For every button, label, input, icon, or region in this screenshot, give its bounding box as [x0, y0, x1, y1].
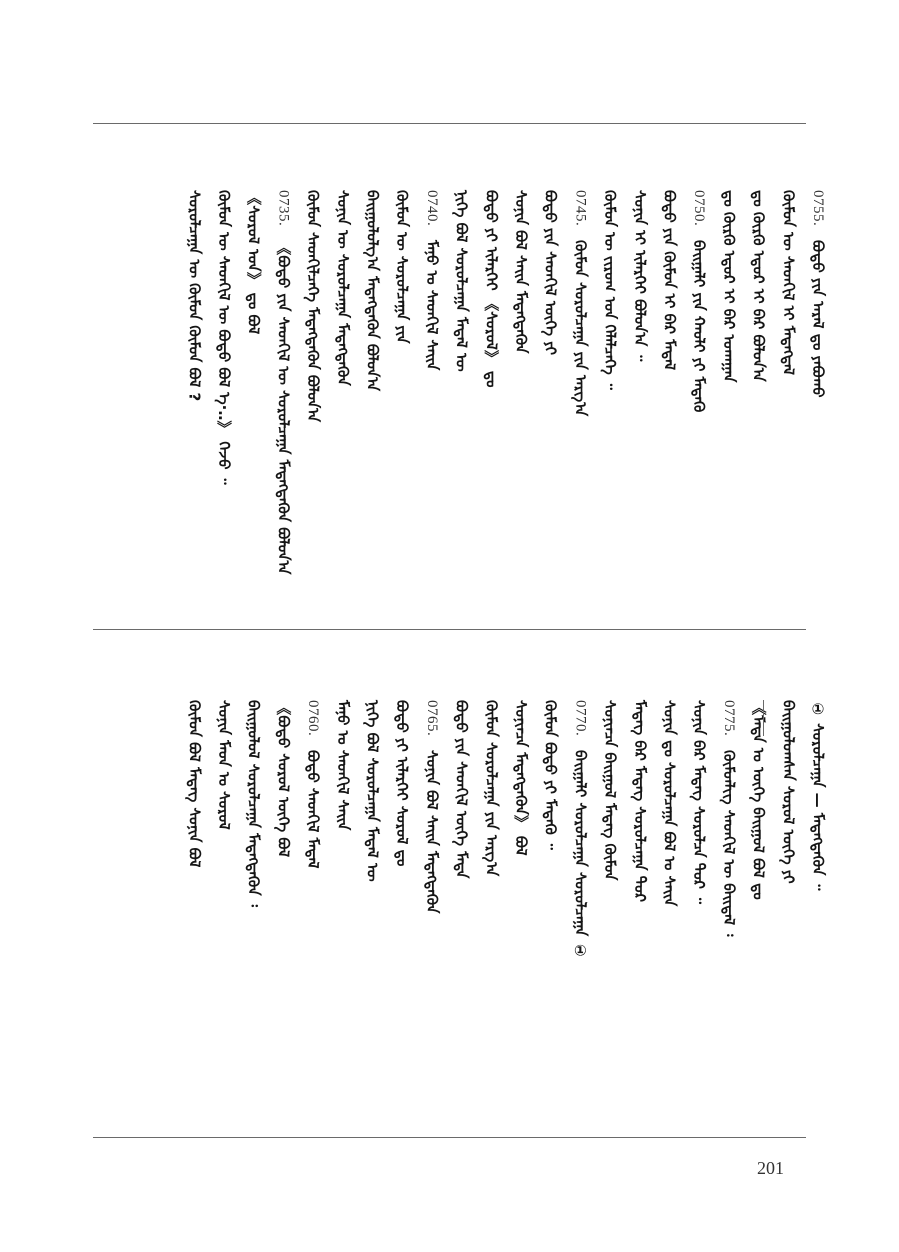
verse-line: ᠰᠣᠨᠢᠨ ᠪᠣᠯ ᠰᠠᠢᠨ ᠮᠡᠳᠡᠭᠳᠡᠬᠦᠨ	[422, 750, 441, 914]
verse-line: ᠪᠣᠳᠣ ᠶᠢ ᠢᠯᠡᠷᠬᠡᠢ 《ᠰᠤᠷᠤᠯ》 ᠳᠤ	[482, 190, 501, 388]
verse-line: ᠮᠠᠨᠤ ᠤ ᠰᠡᠳᠬᠢᠯ ᠰᠠᠢᠨ	[333, 700, 352, 831]
verse-line: 《ᠮᠡᠳᠡ ᠤ ᠦᠭᠡ ᠪᠠᠢᠭᠤᠯ ᠪᠣᠯ ᠳᠤ	[749, 700, 768, 900]
verse-line: ᠰᠣᠨᠢᠨ ᠪᠣᠯ ᠰᠠᠢᠨ ᠮᠡᠳᠡᠭᠳᠡᠬᠦᠨ	[512, 190, 530, 354]
verse-line: ᠪᠠᠢᠭᠤᠯᠤᠯᠭ᠎ᠠ ᠮᠡᠳᠡᠭᠳᠡᠬᠦᠨ ᠪᠣᠯᠤᠨ᠎ᠠ	[363, 190, 382, 392]
bottom-rule	[93, 1137, 806, 1138]
verse-line: ᠬᠦᠮᠦᠨ ᠦ ᠰᠡᠳᠬᠢᠯ ᠢ ᠮᠡᠳᠡᠭᠳᠡᠯ	[779, 190, 798, 376]
verse-line: ᠨᠢᠭᠡ ᠪᠣᠯ ᠰᠤᠷᠤᠯᠴᠠᠭᠠ ᠮᠡᠳᠡᠯ ᠦ	[363, 700, 382, 882]
verse-number: 0770.	[572, 700, 589, 737]
verse-line: 《ᠪᠣᠳᠣ ᠰᠤᠷᠤᠯ ᠦᠭᠡ ᠪᠣᠯ	[274, 700, 293, 858]
verse-line: ᠰᠣᠨᠢᠨ ᠳᠤ ᠰᠤᠷᠤᠯᠴᠠᠭᠠ ᠪᠣᠯ ᠤ ᠰᠠᠢᠨ	[660, 700, 679, 907]
verse-line: ① ᠰᠤᠷᠤᠯᠴᠠᠭᠠ — ᠮᠡᠳᠡᠭᠳᠡᠬᠦᠨ ᠃	[809, 700, 827, 891]
verse-line: ᠰᠣᠨᠢᠨ ᠪᠠᠷ ᠮᠡᠳᠡᠭ ᠰᠤᠷᠤᠯᠴᠠ ᠳᠤᠷ ᠃	[690, 700, 709, 905]
verse-line: ᠮᠡᠳᠡᠭ ᠪᠠᠷ ᠮᠡᠳᠡᠭ ᠰᠤᠷᠤᠯᠴᠠᠭᠠ ᠳᠤᠷ	[630, 700, 649, 902]
verse-line: ᠪᠠᠢᠭᠤᠯᠤᠭᠰᠠᠨ ᠰᠤᠷᠤᠯ ᠦᠭᠡ ᠶᠢ	[779, 700, 798, 884]
verse-line: ᠬᠦᠮᠦᠨᠯᠢᠭ ᠰᠡᠳᠬᠢᠯ ᠦ ᠪᠠᠢᠳᠠᠯ ᠄	[719, 750, 738, 937]
verse-line: ᠪᠣᠳᠣ ᠶᠢᠨ ᠬᠦᠮᠦᠨ ᠢ ᠪᠠᠷ ᠮᠡᠳᠡᠯ	[660, 190, 679, 371]
verse-line: ᠮᠠᠨᠤ ᠤ ᠰᠡᠳᠬᠢᠯ ᠰᠠᠢᠨ	[422, 240, 441, 371]
verse-line: ᠪᠣᠳᠣ ᠰᠡᠳᠬᠢᠯ ᠮᠡᠳᠡᠯ	[304, 750, 323, 869]
verse-number: 0740.	[423, 190, 440, 227]
verse-line: ᠬᠦᠮᠦᠨ ᠰᠤᠷᠤᠯᠴᠠᠭᠠ ᠶᠢᠨ ᠠᠷᠭ᠎ᠠ	[482, 700, 501, 877]
verse-line: ᠪᠠᠢᠭᠠᠯᠢ ᠰᠤᠷᠤᠯᠴᠠᠭᠠ ᠰᠤᠷᠤᠯᠴᠠᠭᠠ ①	[571, 750, 590, 960]
verse-line: ᠬᠦᠮᠦᠨ ᠦ ᠰᠤᠷᠤᠯᠴᠠᠭᠠ ᠶᠢᠨ	[393, 190, 412, 344]
verse-number: 0760.	[305, 700, 322, 737]
verse-number: 0750.	[691, 190, 708, 227]
verse-line: ᠬᠦᠮᠦᠨ ᠦ ᠵᠢᠷᠤᠭ ᠤᠨ ᠬᠡᠯᠡᠯᠴᠡᠭᠡ ᠃	[601, 190, 620, 390]
verse-line: ᠬᠦᠮᠦᠨ ᠰᠡᠳᠬᠢᠯᠴᠡᠭᠡ ᠮᠡᠳᠡᠭᠳᠡᠬᠦᠨ ᠪᠣᠯᠤᠨ᠎ᠠ	[304, 190, 323, 423]
verse-line: ᠰᠣᠨᠢᠨ ᠢ ᠢᠯᠡᠷᠬᠡᠢ ᠪᠣᠯᠤᠨ᠎ᠠ ᠃	[630, 190, 649, 362]
verse-number: 0745.	[572, 190, 589, 227]
verse-line: ᠪᠣᠳᠣ ᠶᠢᠨ ᠰᠡᠳᠬᠢᠯ ᠦᠭᠡ ᠶᠢ	[541, 190, 560, 356]
verse-number: 0755.	[810, 190, 826, 227]
verse-line: ᠪᠣᠳᠣ ᠶᠢᠨ ᠠᠷᠠᠯ ᠳᠤ ᠶᠠᠪᠤᠬᠤ	[809, 240, 827, 398]
verse-number: 0775.	[720, 700, 737, 737]
page-number: 201	[757, 1158, 784, 1178]
verse-line: ᠳᠤ ᠬᠦᠷᠬᠦ ᠡᠳᠦᠷ ᠢ ᠪᠠᠷ ᠪᠣᠯᠤᠨ᠎ᠠ	[749, 190, 768, 382]
top-rule	[93, 123, 806, 124]
verse-line: ᠬᠦᠮᠦᠨ ᠪᠣᠳᠣ ᠶᠢ ᠮᠡᠳᠡᠬᠦ ᠃	[541, 700, 560, 850]
verse-line: 《ᠪᠣᠳᠣ ᠶᠢᠨ ᠰᠡᠳᠬᠢᠯ ᠦ ᠰᠤᠷᠤᠯᠴᠠᠭᠠ ᠮᠡᠳᠡᠭᠳᠡᠬᠦᠨ ᠪᠣᠯᠤᠨ᠎ᠠ	[274, 240, 293, 575]
verse-line: ᠨᠢᠭᠡ ᠪᠣᠯ ᠰᠤᠷᠤᠯᠴᠠᠭᠠ ᠮᠡᠳᠡᠯ ᠦ	[452, 190, 471, 372]
verse-line: ᠰᠣᠨᠢᠨᠴᠠ ᠪᠠᠢᠭᠤᠯ ᠮᠡᠳᠡᠭ ᠬᠦᠮᠦᠨ	[601, 700, 620, 881]
verse-line: 《ᠰᠤᠷᠤᠯ ᠤᠨ》 ᠳᠤ ᠪᠣᠯ	[244, 190, 263, 335]
verse-line: ᠰᠣᠨᠢᠨᠴᠠ ᠮᠡᠳᠡᠭᠳᠡᠬᠦᠨ》 ᠪᠣᠯ	[512, 700, 530, 856]
verse-line: ᠬᠦᠮᠦᠨ ᠪᠣᠯ ᠮᠡᠳᠡᠭ ᠰᠣᠨᠢᠨ ᠪᠣᠯ	[185, 700, 204, 868]
verse-number: 0735.	[275, 190, 292, 227]
verse-line: ᠰᠣᠨᠢᠨ ᠦ ᠰᠤᠷᠤᠯᠴᠠᠭᠠ ᠮᠡᠳᠡᠭᠳᠡᠬᠦᠨ	[333, 190, 352, 386]
verse-line: ᠬᠦᠮᠦᠨ ᠦ ᠰᠡᠳᠬᠢᠯ ᠦ ᠪᠣᠳᠣ ᠪᠣᠯ ᠡ·‥》 ᠭᠡᠵᠦ ᠃	[215, 190, 233, 485]
verse-number: 0765.	[423, 700, 440, 737]
verse-line: ᠪᠣᠳᠣ ᠶᠢ ᠢᠯᠡᠷᠬᠡᠢ ᠰᠤᠷᠤᠯ ᠳᠤ	[393, 700, 412, 867]
footnote-rule	[763, 700, 764, 736]
middle-rule	[93, 629, 806, 630]
verse-line: ᠰᠣᠨᠢᠨ ᠮᠡᠳ ᠤ ᠰᠤᠷᠤᠯ	[215, 700, 233, 830]
verse-line: ᠳᠤ ᠬᠦᠷᠬᠦ ᠡᠳᠦᠷ ᠢ ᠪᠠᠷ ᠤᠬᠠᠭᠠᠨ	[719, 190, 738, 383]
verse-line: ᠬᠦᠮᠦᠨ ᠰᠤᠷᠤᠯᠴᠠᠭᠠ ᠶᠢᠨ ᠠᠷᠭ᠎ᠠ	[571, 240, 590, 417]
verse-line: ᠰᠤᠷᠤᠯᠴᠠᠭᠠ ᠦ ᠬᠦᠮᠦᠨ ᠬᠦᠮᠦᠨ ᠪᠣᠯ ?	[185, 190, 204, 402]
verse-line: ᠪᠠᠢᠭᠤᠯᠤᠯ ᠰᠤᠷᠤᠯᠴᠠᠭᠠ ᠮᠡᠳᠡᠭᠳᠡᠬᠦᠨ ᠄	[244, 700, 263, 907]
verse-line: ᠪᠣᠳᠣ ᠶᠢᠨ ᠰᠡᠳᠬᠢᠯ ᠦᠭᠡ ᠮᠡᠳᠡ	[452, 700, 471, 879]
verse-line: ᠪᠠᠢᠭᠠᠯᠢ ᠶᠢᠨ ᠬᠠᠤᠯᠢ ᠶᠢ ᠮᠡᠳᠡᠬᠦ	[690, 240, 709, 413]
